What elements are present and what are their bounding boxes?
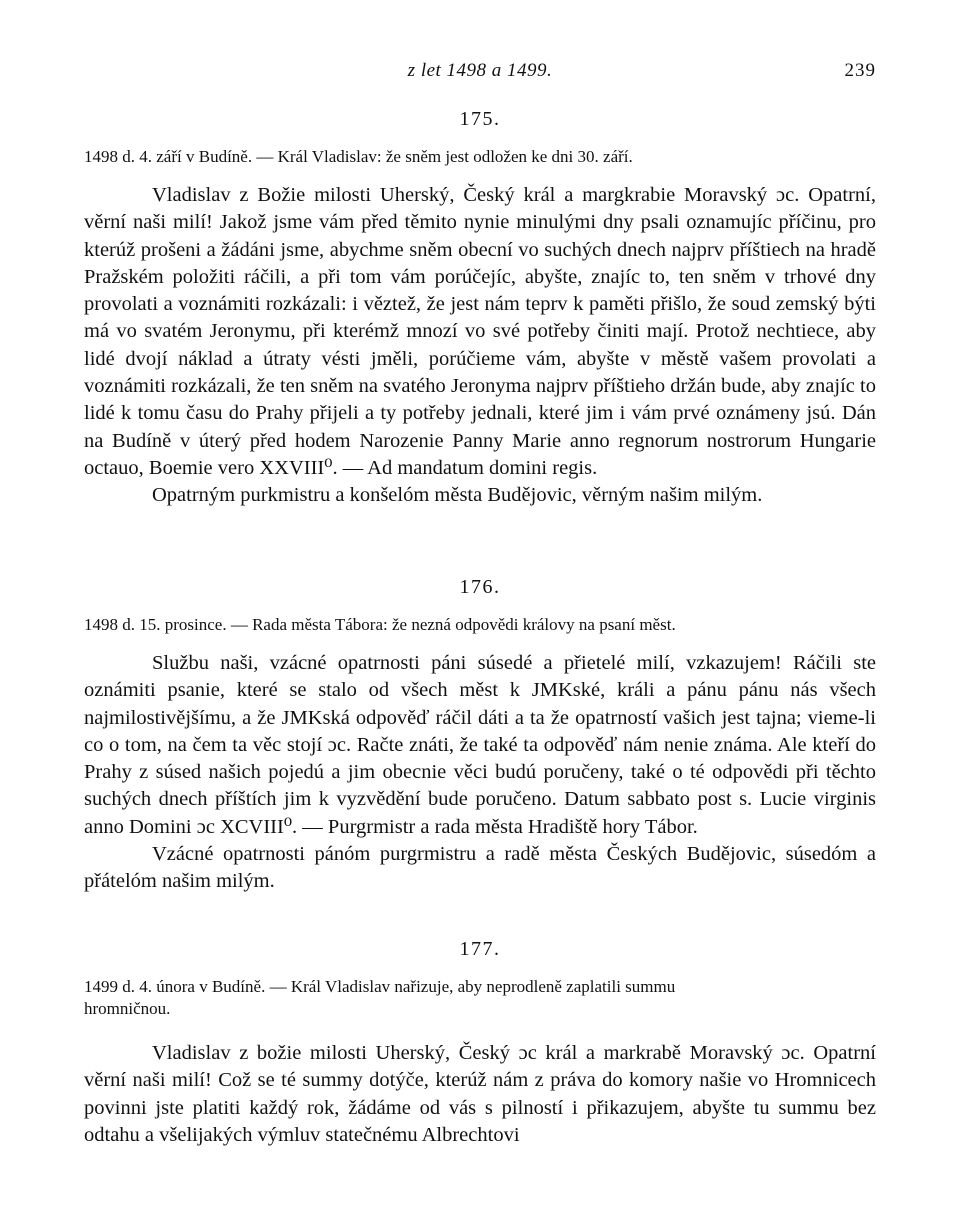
document-175: [84, 104, 876, 510]
document-body: [84, 650, 876, 896]
document-heading: 1498 d. 4. září v Budíně. — Král Vladislav: že sněm jest odložen ke dni 30. září.: [84, 147, 633, 166]
running-title: z let 1498 a 1499.: [407, 60, 553, 81]
letter-text: Vladislav z Božie milosti Uherský, Český král a margkrabie Moravský ɔc. Opatrní, věrní naši milí! Jakož jsme vám před těmito nynie minulými dny psali oznamujíc příčinu, pro kterúž prošeni a žádáni jsme, abychme sněm obecní vo suchých dnech najprv příštiech na hradě Pražském položiti ráčili, a při tom vám porúčejíc, abyšte, znajíc to, ten sněm v trhové dny provolati a voznámiti rozkázali: i věztež, že jest nám teprv k paměti přišlo, že soud zemský býti má vo svatém Jeronymu, při kterémž mnozí vo své potřeby činiti mají. Protož nechtiece, aby lidé dvojí náklad a útraty vésti jměli, porúčieme vám, abyšte v městě vašem provolati a voznámiti rozkázali, že ten sněm na svatého Jeronyma najprv příštieho držán bude, aby znajíc to lidé k tomu času do Prahy přijeli a ty potřeby jednali, které jim i vám prvé oznámeny jsú. Dán na Budíně v úterý před hodem Narozenie Panny Marie anno regnorum nostrorum Hungarie octauo, Boemie vero XXVIII⁰. — Ad mandatum domini regis.: [84, 184, 876, 479]
running-head: [84, 60, 876, 90]
letter-address: Opatrným purkmistru a konšelóm města Budějovic, věrným našim milým.: [152, 484, 763, 507]
document-177: [84, 934, 876, 1149]
document-heading-continuation: hromničnou.: [84, 999, 171, 1018]
document-heading: [84, 976, 876, 1020]
document-number: 175.: [459, 108, 501, 130]
letter-address: Vzácné opatrnosti pánóm purgrmistru a radě města Českých Budějovic, súsedóm a přátelóm našim milým.: [84, 843, 876, 893]
document-176: [84, 572, 876, 896]
page-number: 239: [844, 60, 876, 81]
document-heading: 1498 d. 15. prosince. — Rada města Tábora: že nezná odpovědi královy na psaní měst.: [84, 615, 676, 634]
document-number: 177.: [459, 938, 501, 960]
document-heading-line: 1499 d. 4. února v Budíně. — Král Vladislav nařizuje, aby neprodleně zaplatili summu: [84, 977, 676, 996]
letter-text: Vladislav z božie milosti Uherský, Český ɔc král a markrabě Moravský ɔc. Opatrní věrní naši milí! Což se té summy dotýče, kterúž nám z práva do komory našie vo Hromnicech povinni jste platiti každý rok, žádáme od vás s pilností i přikazujem, abyšte tu summu bez odtahu a všelijakých výmluv statečnému Albrechtovi: [84, 1042, 876, 1146]
document-body: [84, 1040, 876, 1149]
document-body: [84, 182, 876, 510]
letter-text: Službu naši, vzácné opatrnosti páni súsedé a přietelé milí, vzkazujem! Ráčili ste oznámiti psanie, které se stalo od všech měst k JMKské, králi a pánu pánu nás všech najmilostivějšímu, a že JMKská odpověď ráčil dáti a ta že opatrností vašich jest tajna; vieme-li co o tom, na čem ta věc stojí ɔc. Račte znáti, že také ta odpověď nám nenie známa. Ale kteří do Prahy z súsed našich pojedú a jim obecnie věci budú poručeny, také o té odpovědi při těchto suchých dnech příštích jim k vyzvědění bude poručeno. Datum sabbato post s. Lucie virginis anno Domini ɔc XCVIII⁰. — Purgrmistr a rada města Hradiště hory Tábor.: [84, 652, 876, 838]
document-number: 176.: [459, 576, 501, 598]
